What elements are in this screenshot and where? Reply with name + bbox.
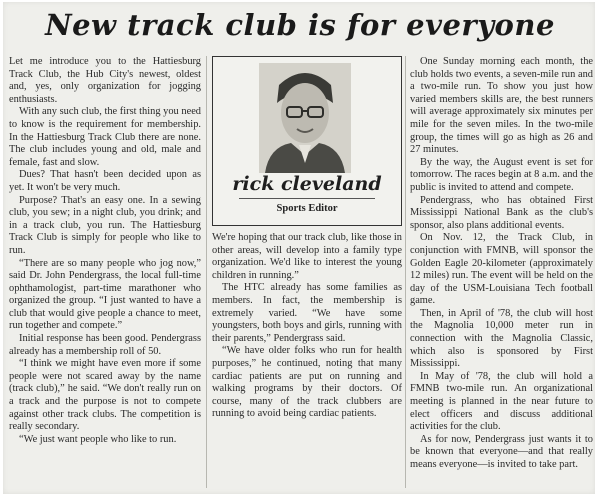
article-column-3 [410, 56, 593, 472]
paragraph: The HTC already has some families as members. In fact, the membership is extremely varied. “We have some youngsters, both boys and girls, running with their parents,” Pendergrass said. [212, 282, 402, 344]
paragraph: By the way, the August event is set for tomorrow. The races begin at 8 a.m. and the public is invited to attend and compete. [410, 156, 593, 193]
paragraph: In May of '78, the club will hold a FMNB two-mile run. An organizational meeting is planned in the near future to elect officers and discuss additional activities for the club. [410, 370, 593, 433]
column-divider-right [405, 56, 406, 488]
author-photo [259, 63, 351, 173]
paragraph: Initial response has been good. Pendergrass already has a membership roll of 50. [9, 333, 201, 357]
paragraph: “There are so many people who jog now,” said Dr. John Pendergrass, the local full-time ophthamologist, part-time marathoner who organized the group. “I just wanted to have a club that would give people a chance to meet, run together and compete.” [9, 257, 201, 332]
paragraph: Purpose? That's an easy one. In a sewing club, you sew; in a night club, you drink; and in a track club, you run. The Hattiesburg Track Club is simply for people who like to run. [9, 194, 201, 256]
author-portrait-image [259, 63, 351, 173]
paragraph: Pendergrass, who has obtained First Mississippi National Bank as the club's sponsor, also plans additional events. [410, 194, 593, 231]
byline-name: rick cleveland [232, 173, 382, 195]
paragraph: We're hoping that our track club, like those in other areas, will develop into a family type organization. We'd like to interest the young children in running.” [212, 232, 402, 281]
paragraph: Then, in April of '78, the club will host the Magnolia 10,000 meter run in connection with the Magnolia Classic, which also is sponsored by First Mississippi. [410, 307, 593, 370]
headline: New track club is for everyone [45, 8, 555, 42]
paragraph: Dues? That hasn't been decided upon as yet. It won't be very much. [9, 169, 201, 193]
paragraph: With any such club, the first thing you need to know is the requirement for membership. In the Hattiesburg Track Club there are none. The club includes young and old, male and female, fast and slow. [9, 106, 201, 168]
paragraph: On Nov. 12, the Track Club, in conjunction with FMNB, will sponsor the Golden Eagle 20-kilometer (approximately 12 miles) run. The event will be held on the day of the USM-Louisiana Tech football game. [410, 232, 593, 307]
column-divider-left [206, 56, 207, 488]
paragraph: Let me introduce you to the Hattiesburg Track Club, the Hub City's newest, oldest and, yes, only organization for jogging enthusiasts. [9, 56, 201, 105]
byline-box [212, 56, 402, 226]
paragraph: “We have older folks who run for health purposes,” he continued, noting that many cardiac patients are put on running and walking programs by their doctors. Of course, many of the track clubbers are running to avoid being cardiac patients. [212, 345, 402, 420]
paragraph: “We just want people who like to run. [19, 433, 177, 445]
article-column-1 [9, 56, 201, 446]
paragraph: One Sunday morning each month, the club holds two events, a seven-mile run and a two-mile run. To show you just how varied members skills are, the best runners will average approximately six minutes per mile for the seven miles. In the two-mile group, the times will go as high as 26 and 27 minutes. [410, 56, 593, 156]
byline-title: Sports Editor [276, 203, 338, 214]
article-column-2 [212, 232, 402, 421]
paragraph: As for now, Pendergrass just wants it to be known that everyone—and that really means everyone—is invited to take part. [410, 433, 593, 470]
byline-rule [239, 198, 375, 199]
paragraph: “I think we might have even more if some people were not scared away by the name (track club),” he said. “We don't really run on a track and the purpose is not to compete against other track clubs. The competition is really secondary. [9, 358, 201, 433]
